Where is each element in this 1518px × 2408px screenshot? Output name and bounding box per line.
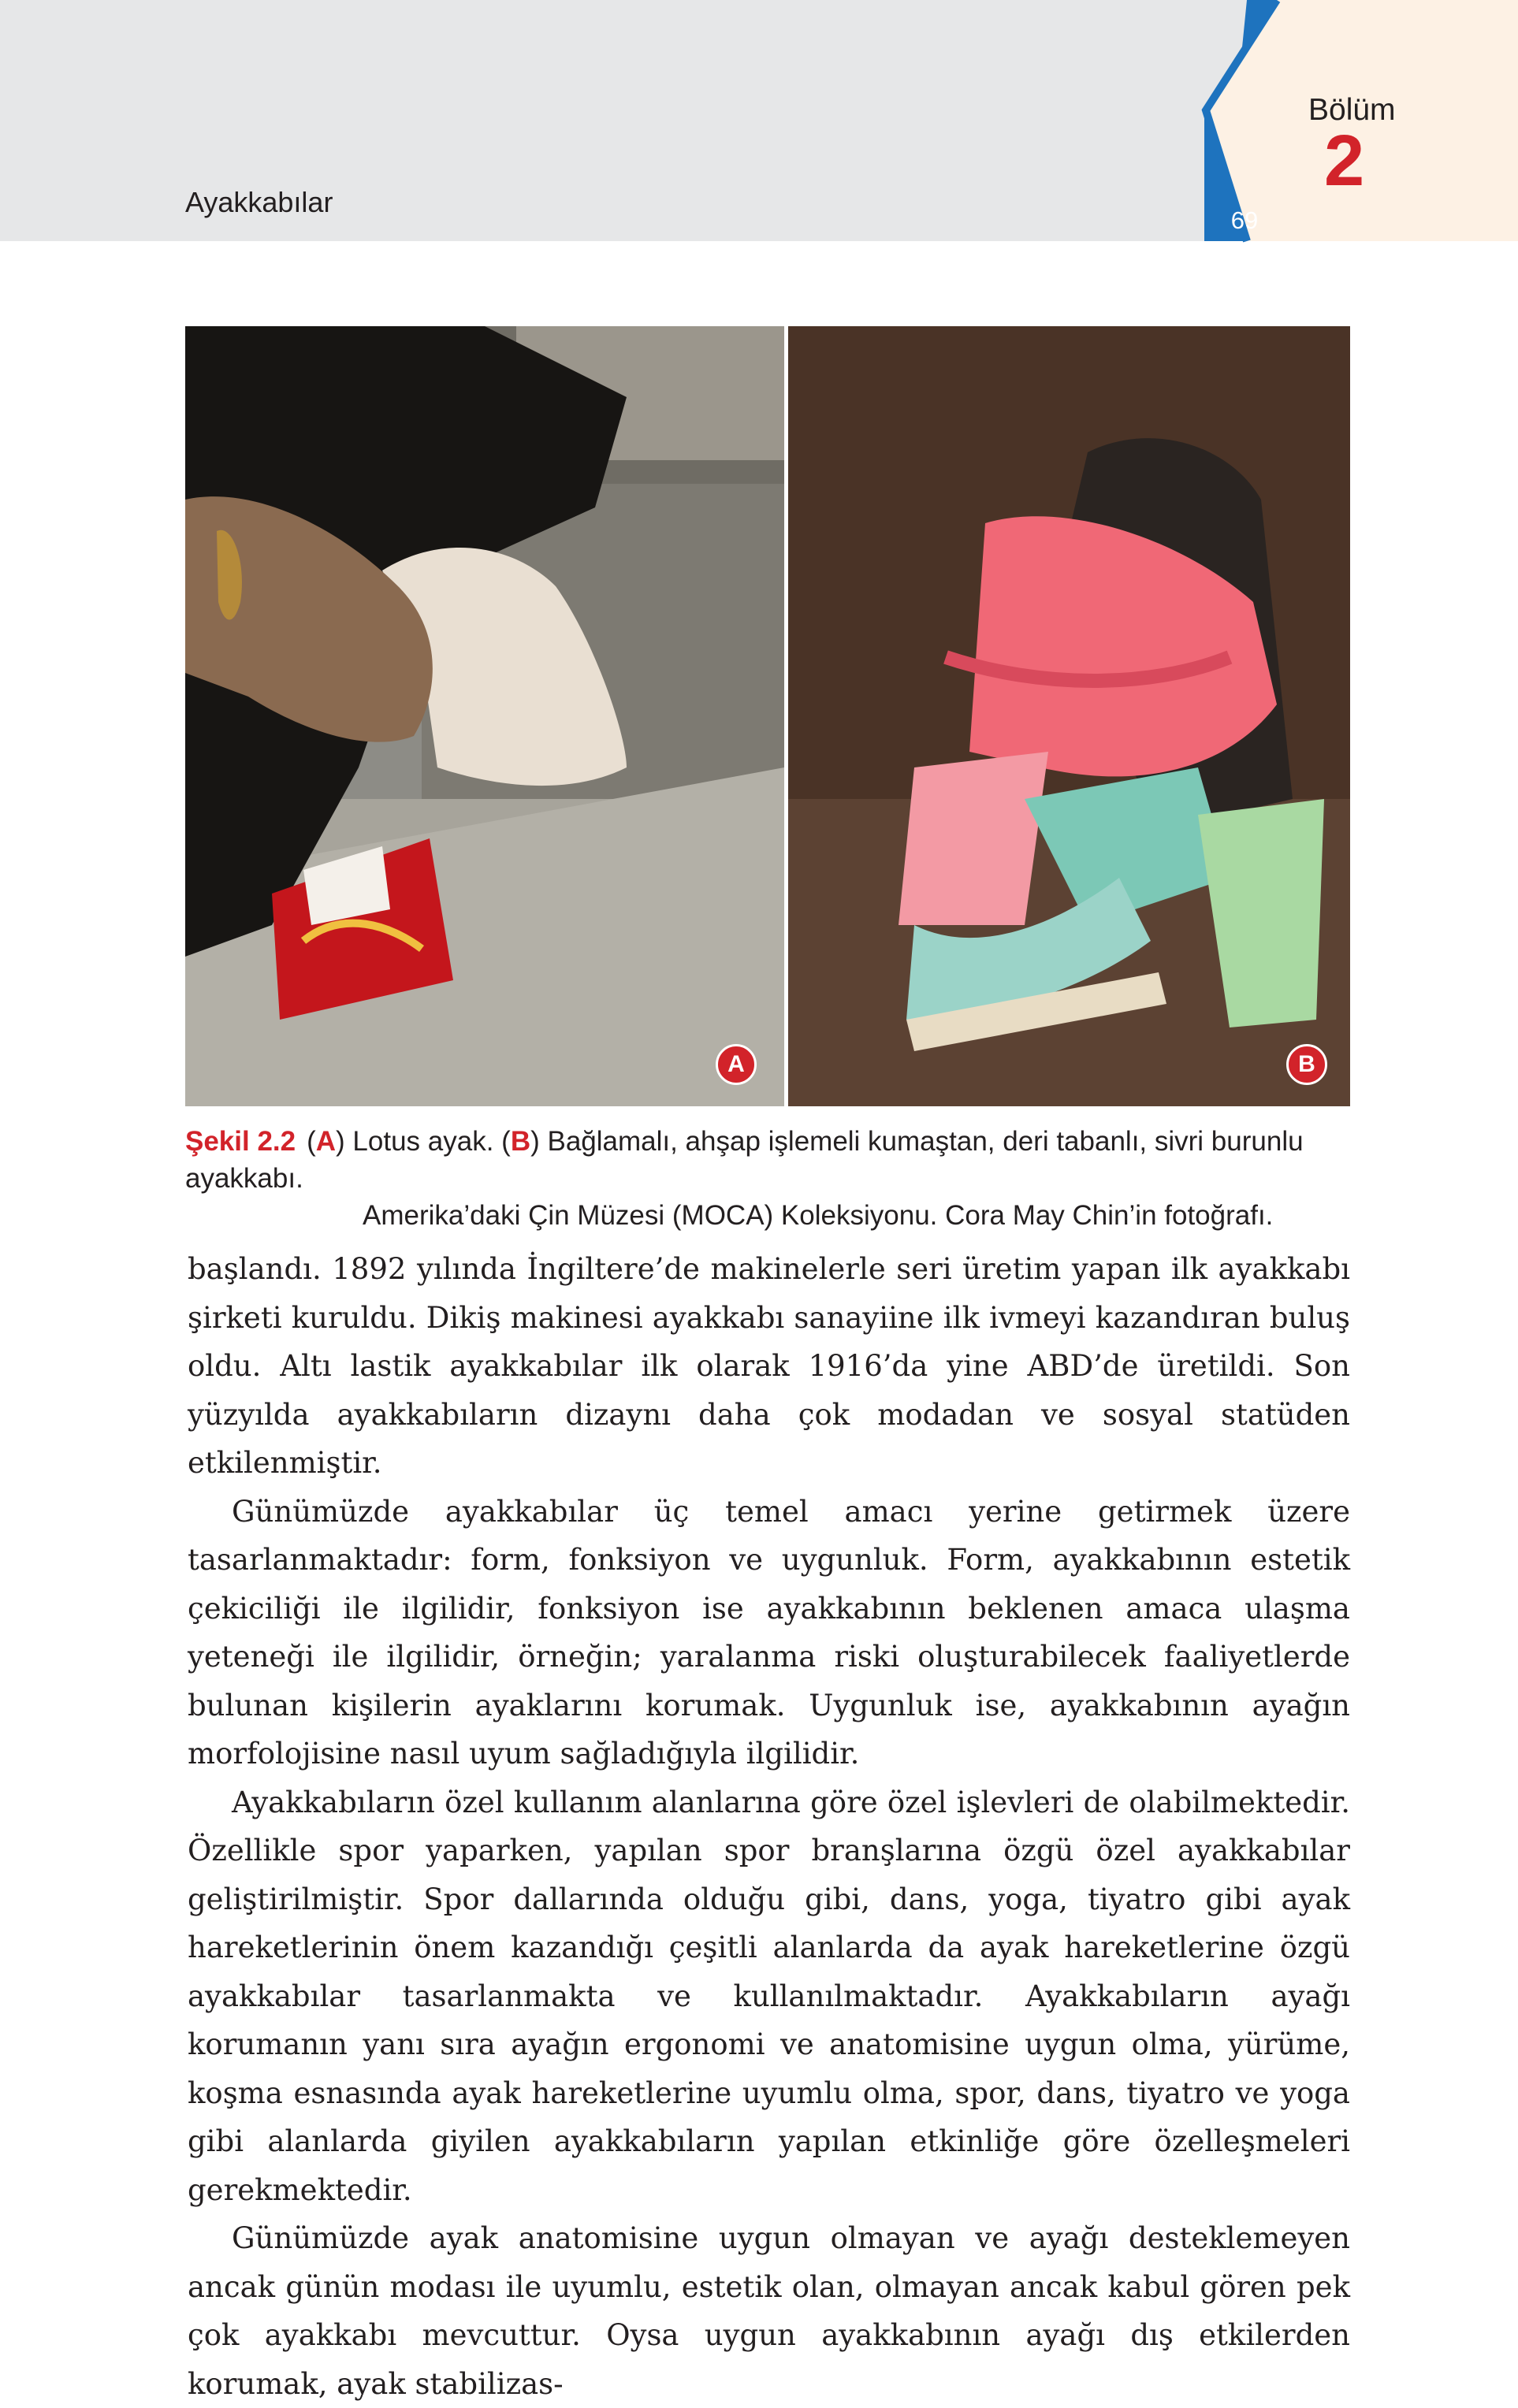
caption-text-a: ) Lotus ayak. (: [336, 1126, 511, 1157]
running-header-title: Ayakkabılar: [185, 186, 333, 218]
paragraph-4: Günümüzde ayak anatomisine uygun olmayan ve ayağı desteklemeyen ancak günün modası ile uyumlu, estetik olan, olmayan ancak kabul gören pek çok ayakkabı mevcuttur. Oysa uygun ayakkabının ayağı dış etkilerden korumak, ayak stabilizas-: [188, 2221, 1350, 2401]
figure-caption: [185, 1123, 1352, 1234]
photo-lotus-foot: [185, 326, 784, 1106]
caption-credit-line: Amerika’daki Çin Müzesi (MOCA) Koleksiyonu. Cora May Chin’in fotoğrafı.: [363, 1200, 1274, 1231]
caption-open-paren: (: [307, 1126, 316, 1157]
paragraph-3: Ayakkabıların özel kullanım alanlarına göre özel işlevleri de olabilmektedir. Özellikle spor yaparken, yapılan spor branşlarına özgü özel ayakkabılar geliştirilmiştir. Spor dallarında olduğu gibi, dans, yoga, tiyatro gibi ayak hareketlerinin önem kazandığı çeşitli alanlarda da ayak hareketlerine özgü ayakkabılar tasarlanmakta ve kullanılmaktadır. Ayakkabıların ayağı korumanın yanı sıra ayağın ergonomi ve anatomisine uygun olma, yürüme, koşma esnasında ayak hareketlerine uyumlu olma, spor, dans, tiyatro ve yoga gibi alanlarda giyilen ayakkabıların yapılan etkinliğe göre özelleşmeleri gerekmektedir.: [188, 1785, 1350, 2207]
chapter-label: Bölüm: [1308, 93, 1396, 127]
photo-label-b: B: [1286, 1044, 1327, 1085]
chapter-number: 2: [1324, 121, 1365, 201]
photo-bound-shoe: [788, 326, 1350, 1106]
caption-ref-a: A: [315, 1126, 337, 1157]
chapter-tab-graphic: [0, 0, 1518, 244]
body-text: [188, 1245, 1350, 2408]
caption-ref-b: B: [510, 1126, 531, 1157]
paragraph-2: Günümüzde ayakkabılar üç temel amacı yerine getirmek üzere tasarlanmaktadır: form, fonksiyon ve uygunluk. Form, ayakkabının estetik çekiciliği ile ilgilidir, fonksiyon ise ayakkabının beklenen amaca ulaşma yeteneği ile ilgilidir, örneğin; yaralanma riski oluşturabilecek faaliyetlerde bulunan kişilerin ayaklarını korumak. Uygunluk ise, ayakkabının ayağın morfolojisine nasıl uyum sağladığıyla ilgilidir.: [188, 1494, 1350, 1771]
caption-figure-label: Şekil 2.2: [185, 1126, 296, 1157]
caption-text-b: ) Bağlamalı, ahşap işlemeli kumaştan, deri tabanlı, sivri burunlu ayakkabı.: [185, 1126, 1304, 1194]
photo-label-a: A: [716, 1044, 757, 1085]
paragraph-1: başlandı. 1892 yılında İngiltere’de makinelerle seri üretim yapan ilk ayakkabı şirketi kuruldu. Dikiş makinesi ayakkabı sanayiine ilk ivmeyi kazandıran buluş oldu. Altı lastik ayakkabılar ilk olarak 1916’da yine ABD’de üretildi. Son yüzyılda ayakkabıların dizaynı daha çok modadan ve sosyal statüden etkilenmiştir.: [188, 1252, 1350, 1480]
page-number: 69: [1230, 206, 1259, 234]
